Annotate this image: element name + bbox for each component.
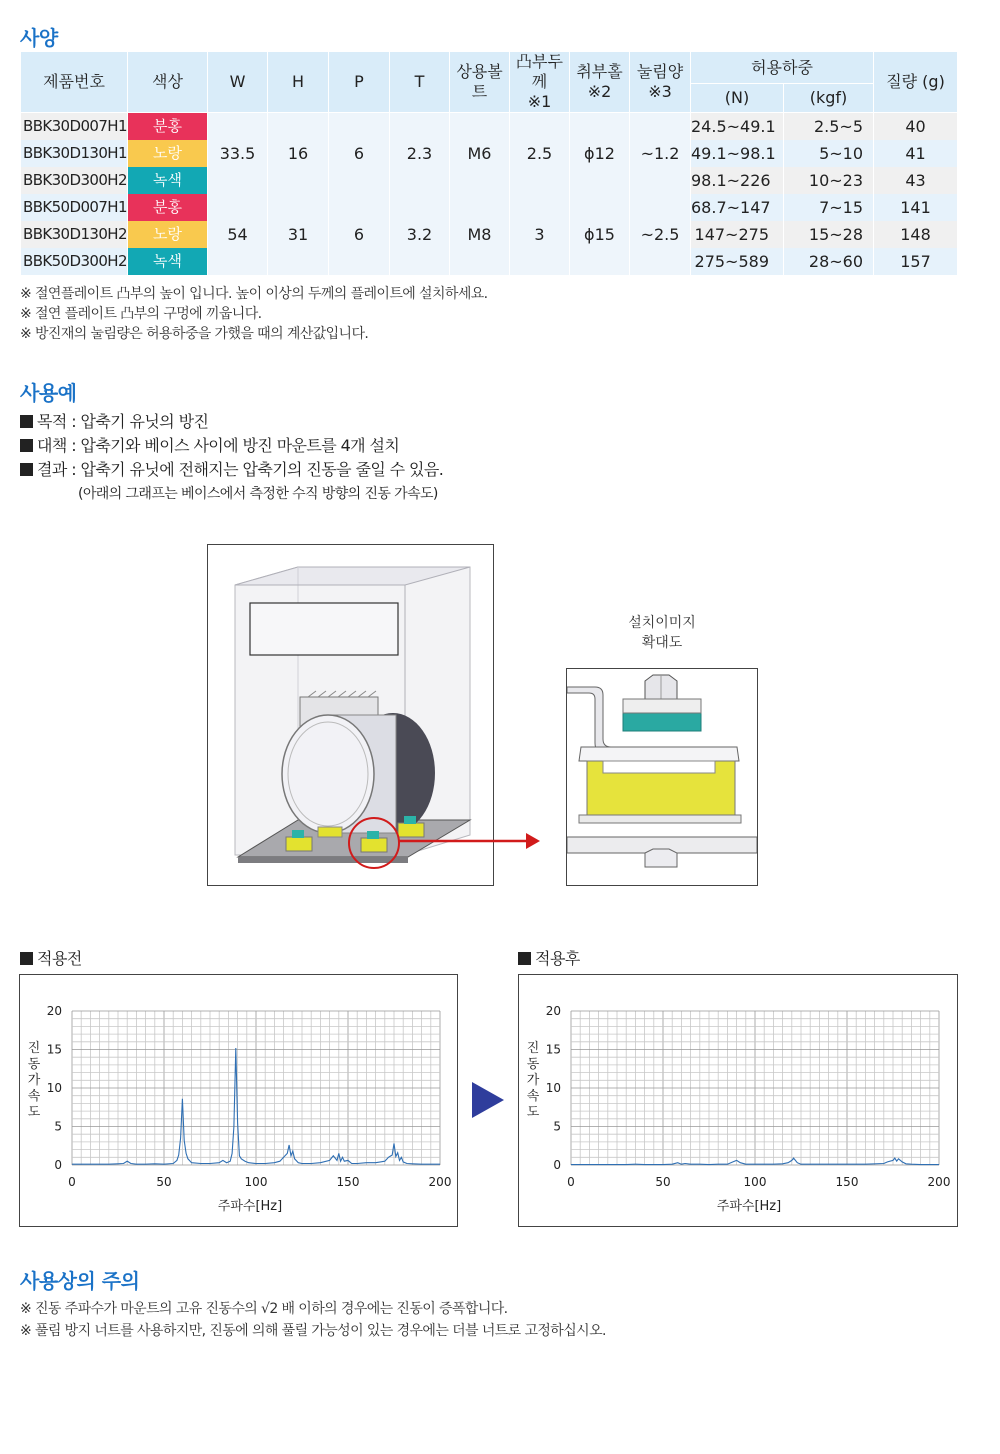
square-bullet-icon xyxy=(20,415,33,428)
y-axis-label-char: 속 xyxy=(27,1089,41,1104)
thickness-cell: 2.5 xyxy=(510,113,570,195)
mount-closeup-drawing xyxy=(567,669,757,885)
t-cell: 2.3 xyxy=(390,113,450,195)
header-model: 제품번호 xyxy=(21,52,128,113)
y-tick-label: 15 xyxy=(545,1042,561,1057)
y-axis-label-char: 속 xyxy=(526,1089,540,1104)
x-tick-label: 100 xyxy=(244,1175,268,1189)
example-sub-note: (아래의 그래프는 베이스에서 측정한 수직 방향의 진동 가속도) xyxy=(78,486,438,502)
header-load: 허용하중 xyxy=(691,52,874,84)
model-cell: BBK30D300H2 xyxy=(21,167,128,194)
p-cell: 6 xyxy=(329,194,390,275)
y-tick-label: 20 xyxy=(46,1004,62,1018)
after-chart xyxy=(519,975,957,1226)
load-kgf-cell: 7~15 xyxy=(784,194,874,221)
y-axis-label-char: 도 xyxy=(526,1105,540,1120)
x-tick-label: 0 xyxy=(68,1175,76,1189)
w-cell: 54 xyxy=(208,194,268,275)
header-p: P xyxy=(329,52,390,113)
mass-cell: 148 xyxy=(874,221,958,248)
y-axis-label-char: 진 xyxy=(27,1041,41,1056)
model-cell: BBK30D007H1 xyxy=(21,113,128,141)
square-bullet-icon xyxy=(20,952,33,965)
x-tick-label: 50 xyxy=(655,1175,671,1189)
t-cell: 3.2 xyxy=(390,194,450,275)
mass-cell: 141 xyxy=(874,194,958,221)
load-kgf-cell: 5~10 xyxy=(784,140,874,167)
y-axis-label xyxy=(28,1040,41,1120)
y-axis-label-char: 가 xyxy=(27,1073,41,1088)
caution-line: ※ 풀림 방지 너트를 사용하지만, 진동에 의해 풀릴 가능성이 있는 경우에는 더블 너트로 고정하십시오. xyxy=(20,1323,606,1339)
y-axis-label-char: 동 xyxy=(27,1057,41,1072)
y-axis-label-char: 진 xyxy=(526,1041,540,1056)
w-cell: 33.5 xyxy=(208,113,268,195)
load-kgf-cell: 2.5~5 xyxy=(784,113,874,141)
header-load-n: (N) xyxy=(691,84,784,113)
example-line: 목적 : 압축기 유닛의 방진 xyxy=(20,410,443,434)
play-arrow-icon xyxy=(470,1080,506,1120)
y-axis-label-char: 도 xyxy=(27,1105,41,1120)
header-mass: 질량 (g) xyxy=(874,52,958,113)
color-cell: 분홍 xyxy=(128,113,208,141)
x-tick-label: 200 xyxy=(927,1175,951,1189)
header-w: W xyxy=(208,52,268,113)
x-tick-label: 150 xyxy=(835,1175,859,1189)
header-deflection: 눌림양 ※3 xyxy=(630,52,691,113)
example-line: 결과 : 압축기 유닛에 전해지는 압축기의 진동을 줄일 수 있음. xyxy=(20,458,443,482)
example-line: 대책 : 압축기와 베이스 사이에 방진 마운트를 4개 설치 xyxy=(20,434,443,458)
y-tick-label: 5 xyxy=(553,1119,561,1134)
load-n-cell: 275~589 xyxy=(691,248,784,275)
model-cell: BBK50D007H1 xyxy=(21,194,128,221)
load-n-cell: 49.1~98.1 xyxy=(691,140,784,167)
color-cell: 녹색 xyxy=(128,167,208,194)
load-kgf-cell: 10~23 xyxy=(784,167,874,194)
spec-section-title: 사양 xyxy=(20,26,58,50)
zoom-caption: 설치이미지 확대도 xyxy=(628,615,696,651)
y-tick-label: 5 xyxy=(54,1119,62,1134)
y-tick-label: 10 xyxy=(545,1081,561,1095)
y-tick-label: 0 xyxy=(553,1158,561,1172)
load-n-cell: 68.7~147 xyxy=(691,194,784,221)
bolt-cell: M8 xyxy=(450,194,510,275)
color-cell: 분홍 xyxy=(128,194,208,221)
x-tick-label: 150 xyxy=(336,1175,360,1189)
y-axis-label xyxy=(527,1040,540,1120)
red-arrow-icon xyxy=(398,830,543,852)
before-chart xyxy=(20,975,457,1226)
load-kgf-cell: 15~28 xyxy=(784,221,874,248)
load-n-cell: 98.1~226 xyxy=(691,167,784,194)
table-row xyxy=(21,113,958,141)
y-tick-label: 0 xyxy=(54,1158,62,1172)
header-hole: 취부홀 ※2 xyxy=(570,52,630,113)
load-n-cell: 147~275 xyxy=(691,221,784,248)
header-color: 색상 xyxy=(128,52,208,113)
header-bolt: 상용볼트 xyxy=(450,52,510,113)
x-tick-label: 100 xyxy=(743,1175,767,1189)
x-tick-label: 200 xyxy=(428,1175,452,1189)
x-axis-label: 주파수[Hz] xyxy=(217,1199,283,1214)
header-h: H xyxy=(268,52,329,113)
y-axis-label-char: 동 xyxy=(526,1057,540,1072)
spec-table xyxy=(20,52,958,275)
load-kgf-cell: 28~60 xyxy=(784,248,874,275)
square-bullet-icon xyxy=(518,952,531,965)
y-tick-label: 20 xyxy=(545,1004,561,1018)
after-chart-frame xyxy=(518,974,958,1227)
deflection-cell: ~2.5 xyxy=(630,194,691,275)
after-chart-label: 적용후 xyxy=(518,946,580,969)
color-cell: 노랑 xyxy=(128,221,208,248)
spec-note: ※ 방진재의 눌림량은 허용하중을 가했을 때의 계산값입니다. xyxy=(20,326,369,342)
header-t: T xyxy=(390,52,450,113)
model-cell: BBK30D130H2 xyxy=(21,221,128,248)
header-thickness: 凸부두께 ※1 xyxy=(510,52,570,113)
hole-cell: ϕ15 xyxy=(570,194,630,275)
y-tick-label: 15 xyxy=(46,1042,62,1057)
mass-cell: 43 xyxy=(874,167,958,194)
y-tick-label: 10 xyxy=(46,1081,62,1095)
p-cell: 6 xyxy=(329,113,390,195)
before-chart-frame xyxy=(19,974,458,1227)
caution-section-title: 사용상의 주의 xyxy=(20,1269,140,1293)
example-lines xyxy=(20,410,443,506)
table-row xyxy=(21,194,958,221)
spec-note: ※ 절연 플레이트 凸부의 구멍에 끼웁니다. xyxy=(20,306,262,322)
color-cell: 노랑 xyxy=(128,140,208,167)
model-cell: BBK50D300H2 xyxy=(21,248,128,275)
caution-lines xyxy=(20,1298,606,1342)
example-section-title: 사용예 xyxy=(20,381,77,405)
thickness-cell: 3 xyxy=(510,194,570,275)
h-cell: 16 xyxy=(268,113,329,195)
bolt-cell: M6 xyxy=(450,113,510,195)
mass-cell: 40 xyxy=(874,113,958,141)
mount-closeup-illustration xyxy=(566,668,758,886)
header-load-kgf: (kgf) xyxy=(784,84,874,113)
y-axis-label-char: 가 xyxy=(526,1073,540,1088)
spec-note: ※ 절연플레이트 凸부의 높이 입니다. 높이 이상의 두께의 플레이트에 설치하세요. xyxy=(20,286,488,302)
h-cell: 31 xyxy=(268,194,329,275)
before-chart-label: 적용전 xyxy=(20,946,82,969)
spec-notes xyxy=(20,284,488,344)
caution-line: ※ 진동 주파수가 마운트의 고유 진동수의 √2 배 이하의 경우에는 진동이 증폭합니다. xyxy=(20,1301,508,1317)
hole-cell: ϕ12 xyxy=(570,113,630,195)
load-n-cell: 24.5~49.1 xyxy=(691,113,784,141)
x-tick-label: 50 xyxy=(156,1175,172,1189)
color-cell: 녹색 xyxy=(128,248,208,275)
x-tick-label: 0 xyxy=(567,1175,575,1189)
model-cell: BBK30D130H1 xyxy=(21,140,128,167)
x-axis-label: 주파수[Hz] xyxy=(716,1199,782,1214)
deflection-cell: ~1.2 xyxy=(630,113,691,195)
mass-cell: 157 xyxy=(874,248,958,275)
mass-cell: 41 xyxy=(874,140,958,167)
square-bullet-icon xyxy=(20,439,33,452)
square-bullet-icon xyxy=(20,463,33,476)
